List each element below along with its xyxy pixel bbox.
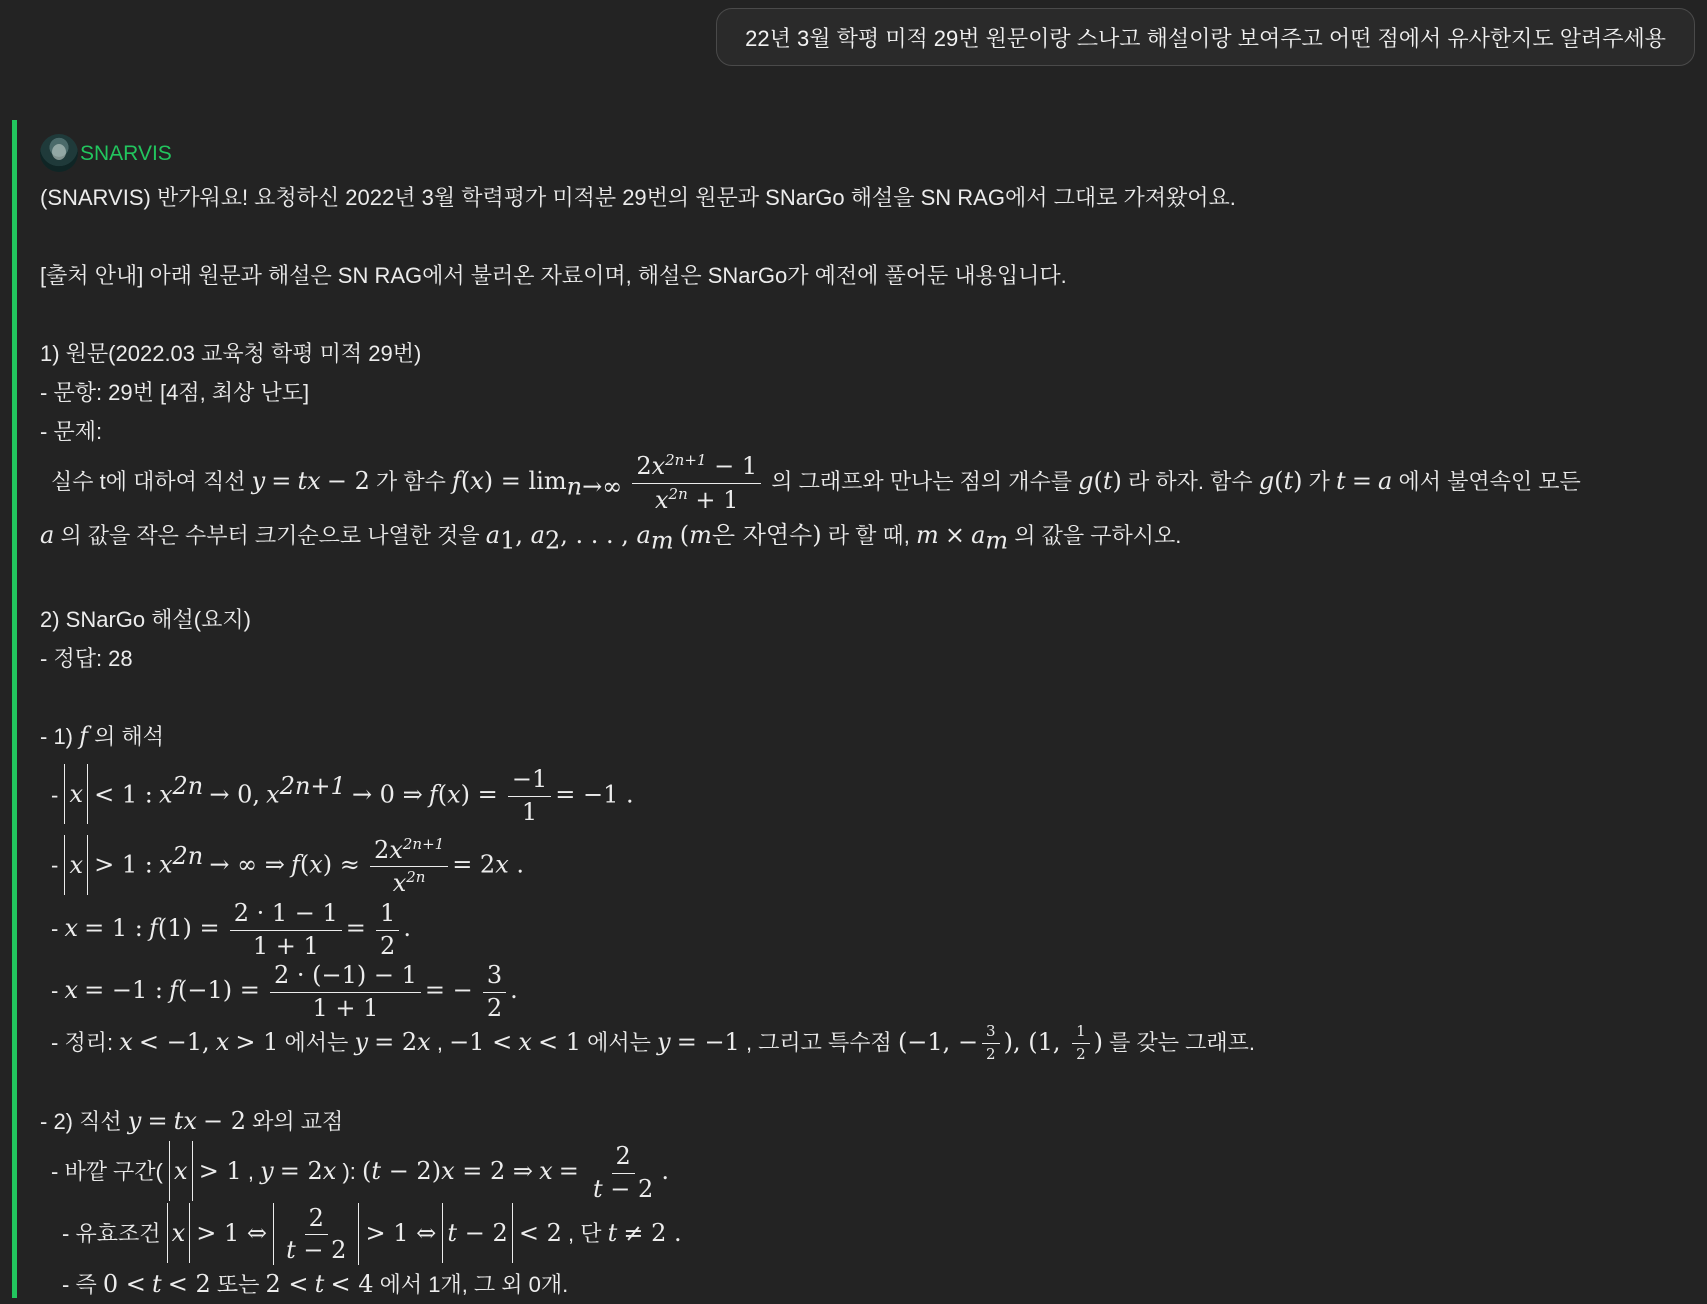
step1-title: - 1) f 의 해석	[40, 721, 165, 750]
count-line: - 즉 0 < t < 2 또는 2 < t < 4 에서 1개, 그 외 0개.	[62, 1269, 569, 1298]
item-label: - 문항: 29번 [4점, 최상 난도]	[40, 380, 310, 405]
case-abs-greater-1: - x > 1 : $x^{2n}$ → ∞ ⇒ f(x) ≈ $\frac{2x^{2n+1}}{x^{2n}}$ = 2x .	[51, 834, 525, 898]
assistant-name: SNARVIS	[80, 141, 172, 165]
step2-title: - 2) 직선 y = tx − 2 와의 교점	[40, 1106, 344, 1135]
section2-title: 2) SNarGo 해설(요지)	[40, 606, 251, 632]
problem-line-1: 실수 t에 대하여 직선 y = tx − 2 가 함수 $f(x) = \lim_{n\to\infty}$ $\frac{2x^{2n+1} - 1}{x^{2n} + 1}$ 의 그래프와 만나는 점의 개수를 g(t) 라 하자. 함수 g(t) 가 t = a 에서 불연속인 모든	[51, 451, 1581, 514]
case-abs-less-1: - x < 1 : $x^{2n} \to 0$, $x^{2n+1} \to 0$ ⇒ f(x) = $\frac{-1}{1}$ = −1 .	[51, 765, 634, 826]
source-note-text: [출처 안내] 아래 원문과 해설은 SN RAG에서 불러온 자료이며, 해설은 SNarGo가 예전에 풀어둔 내용입니다.	[40, 263, 1067, 288]
valid-condition-line: - 유효조건 x > 1 ⇔ $\frac{2}{t - 2}$ > 1 ⇔ t − 2 < 2 , 단 t ≠ 2 .	[62, 1203, 682, 1265]
greeting-text: (SNARVIS) 반가워요! 요청하신 2022년 3월 학력평가 미적분 29번의 원문과 SNarGo 해설을 SN RAG에서 그대로 가져왔어요.	[40, 185, 1236, 210]
assistant-header	[40, 128, 1687, 178]
case-x-equals-minus-1: - x = −1 : f(−1) = $\frac{2 \cdot (-1) - 1}{1 + 1}$ = − $\frac{3}{2}$ .	[51, 961, 518, 1022]
assistant-avatar-icon	[40, 134, 78, 172]
answer-text: - 정답: 28	[40, 645, 133, 671]
user-message-text: 22년 3월 학평 미적 29번 원문이랑 스나고 해설이랑 보여주고 어떤 점에서 유사한지도 알려주세용	[745, 25, 1666, 51]
outer-interval-line: - 바깥 구간( x > 1 , y = 2x ): (t − 2)x = 2 ⇒ x = $\frac{2}{t - 2}$ .	[51, 1141, 669, 1203]
user-message-bubble	[716, 8, 1695, 66]
case-x-equals-1: - x = 1 : f(1) = $\frac{2 \cdot 1 - 1}{1 + 1}$ = $\frac{1}{2}$ .	[51, 899, 411, 960]
assistant-message	[12, 120, 1707, 1298]
problem-line-2: a 의 값을 작은 수부터 크기순으로 나열한 것을 $a_1$, $a_2$, . . . , $a_m$ (m은 자연수) 라 할 때, $m \times a_m$ 의 값을 구하시오.	[40, 521, 1182, 555]
problem-label: - 문제:	[40, 419, 103, 444]
summary-line: - 정리: x < −1, x > 1 에서는 y = 2x , −1 < x < 1 에서는 y = −1 , 그리고 특수점 (−1, − $\frac{3}{2}$ ), (1, $\frac{1}{2}$ ) 를 갖는 그래프.	[51, 1022, 1256, 1063]
section1-title: 1) 원문(2022.03 교육청 학평 미적 29번)	[40, 341, 422, 366]
